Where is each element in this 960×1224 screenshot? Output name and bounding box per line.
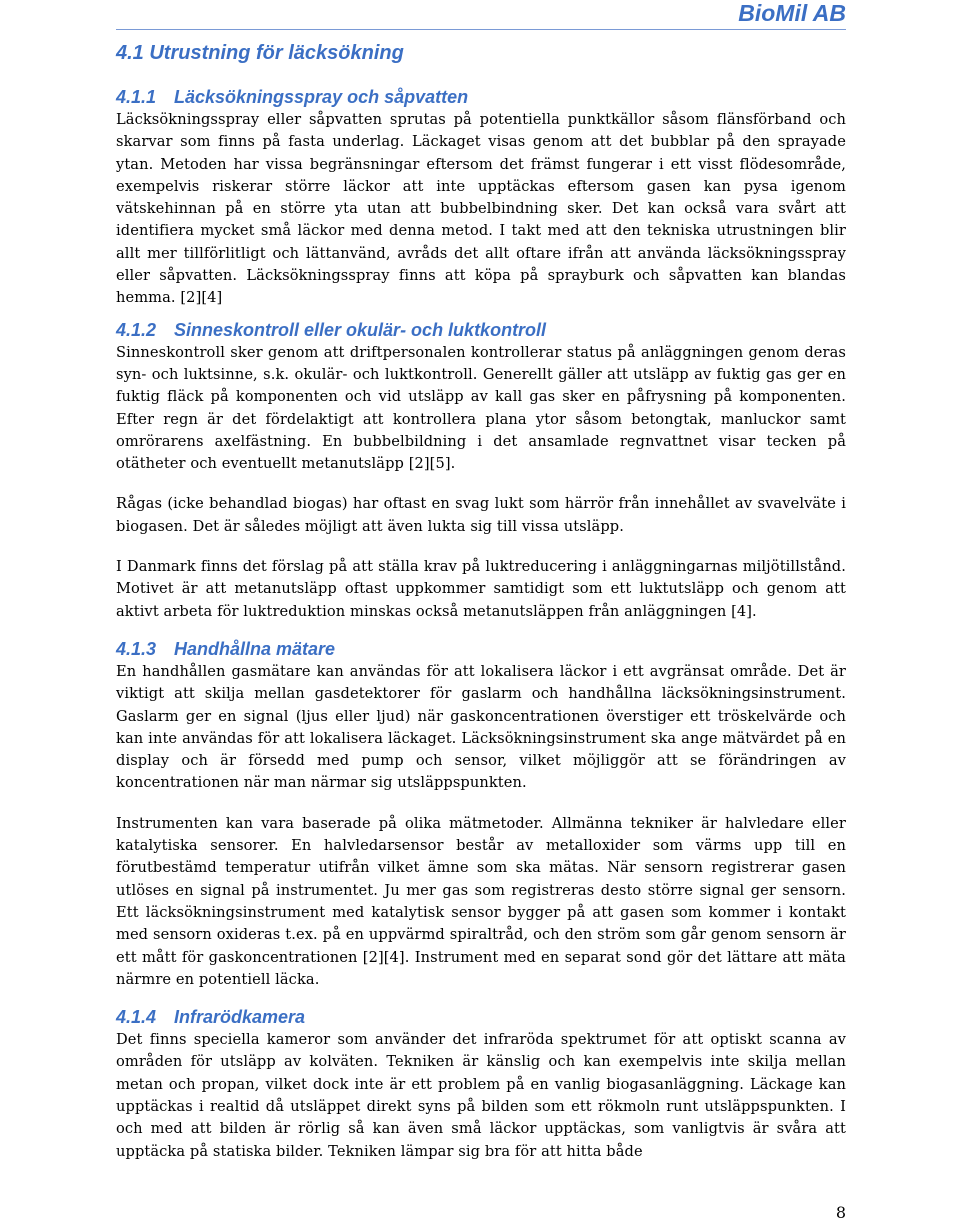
subsection-title: Sinneskontroll eller okulär- och luktkontroll xyxy=(174,319,547,340)
document-body xyxy=(116,38,846,1163)
paragraph: Instrumenten kan vara baserade på olika mätmetoder. Allmänna tekniker är halvledare eller katalytiska sensorer. En halvledarsensor består av metalloxider som värms upp till en förutbestämd temperatur utifrån vilket ämne som ska mätas. När sensorn registrerar gasen utlöses en signal på instrumentet. Ju mer gas som registreras desto större signal ger sensorn. Ett läcksökningsinstrument med katalytisk sensor bygger på att gasen som kommer i kontakt med sensorn oxideras t.ex. på en uppvärmd spiraltråd, och den ström som går genom sensorn är ett mått för gaskoncentrationen [2][4]. Instrument med en separat sond gör det lättare att mäta närmre en potentiell läcka. xyxy=(116,814,846,988)
subsection-title: Läcksökningsspray och såpvatten xyxy=(174,87,469,107)
paragraph: Sinneskontroll sker genom att driftpersonalen kontrollerar status på anläggningen genom deras syn- och luktsinne, s.k. okulär- och luktkontroll. Generellt gäller att utsläpp av fuktig gas ger en fuktig fläck på komponenten och vid utsläpp av kall gas sker en påfrysning på komponenten. Efter regn är det fördelaktigt att kontrollera plana ytor såsom betongtak, manluckor samt omrörarens axelfästning. En bubbelbildning i det ansamlade regnvattnet visar tecken på otätheter och eventuellt metanutsläpp [2][5]. xyxy=(116,343,846,473)
subsection-title: Handhållna mätare xyxy=(174,638,336,659)
subsection-number: 4.1.1 xyxy=(116,87,157,107)
subsection-heading xyxy=(116,1005,846,1029)
paragraph: Rågas (icke behandlad biogas) har oftast en svag lukt som härrör från innehållet av svavelväte i biogasen. Det är således möjligt att även lukta sig till vissa utsläpp. xyxy=(116,495,846,535)
paragraph: Läcksökningsspray eller såpvatten sprutas på potentiella punktkällor såsom flänsförband och skarvar som finns på fasta underlag. Läckaget visas genom att det bubblar på den sprayade ytan. Metoden har vissa begränsningar eftersom det främst fungerar i ett visst flödesområde, exempelvis riskerar större läckor att inte upptäckas eftersom gasen kan pysa igenom vätskehinnan på en större yta utan att bubbelbindning sker. Det kan också vara svårt att identifiera mycket små läckor med denna metod. I takt med att den tekniska utrustningen blir allt mer tillförlitligt och lättanvänd, avråds det allt oftare ifrån att använda läcksökningsspray eller såpvatten. Läcksökningsspray finns att köpa på sprayburk och såpvatten kan blandas hemma. [2][4] xyxy=(116,111,846,307)
section-title: 4.1 Utrustning för läcksökning xyxy=(116,42,404,64)
subsection-number: 4.1.3 xyxy=(116,638,157,659)
subsection-number: 4.1.2 xyxy=(116,319,157,340)
header-rule xyxy=(116,29,846,30)
subsection-number: 4.1.4 xyxy=(116,1007,157,1028)
paragraph: En handhållen gasmätare kan användas för att lokalisera läckor i ett avgränsat område. Det är viktigt att skilja mellan gasdetektorer för gaslarm och handhållna läcksökningsinstrument. Gaslarm ger en signal (ljus eller ljud) när gaskoncentrationen överstiger ett tröskelvärde och kan inte användas för att lokalisera läckaget. Läcksökningsinstrument ska ange mätvärdet på en display och är försedd med pump och sensor, vilket möjliggör att se förändringen av koncentrationen när man närmar sig utsläppspunkten. xyxy=(116,662,846,792)
paragraph: I Danmark finns det förslag på att ställa krav på luktreducering i anläggningarnas miljötillstånd. Motivet är att metanutsläpp oftast uppkommer samtidigt som ett luktutsläpp och genom att aktivt arbeta för luktreduktion minskas också metanutsläppen från anläggningen [4]. xyxy=(116,558,846,620)
subsection-title: Infrarödkamera xyxy=(174,1007,306,1028)
page-header xyxy=(0,0,960,30)
subsection-heading xyxy=(116,85,846,109)
page-number: 8 xyxy=(835,1203,846,1222)
subsection-heading xyxy=(116,637,846,661)
company-name: BioMil AB xyxy=(738,0,846,26)
subsection-heading xyxy=(116,318,846,342)
paragraph: Det finns speciella kameror som använder det infraröda spektrumet för att optiskt scanna av områden för utsläpp av kolväten. Tekniken är känslig och kan exempelvis inte skilja mellan metan och propan, vilket dock inte är ett problem på en vanlig biogasanläggning. Läckage kan upptäckas i realtid då utsläppet direkt syns på bilden som ett rökmoln runt utsläppspunkten. I och med att bilden är rörlig så kan även små läckor upptäckas, som vanligtvis är svåra att upptäcka på statiska bilder. Tekniken lämpar sig bra för att hitta både xyxy=(116,1031,846,1160)
